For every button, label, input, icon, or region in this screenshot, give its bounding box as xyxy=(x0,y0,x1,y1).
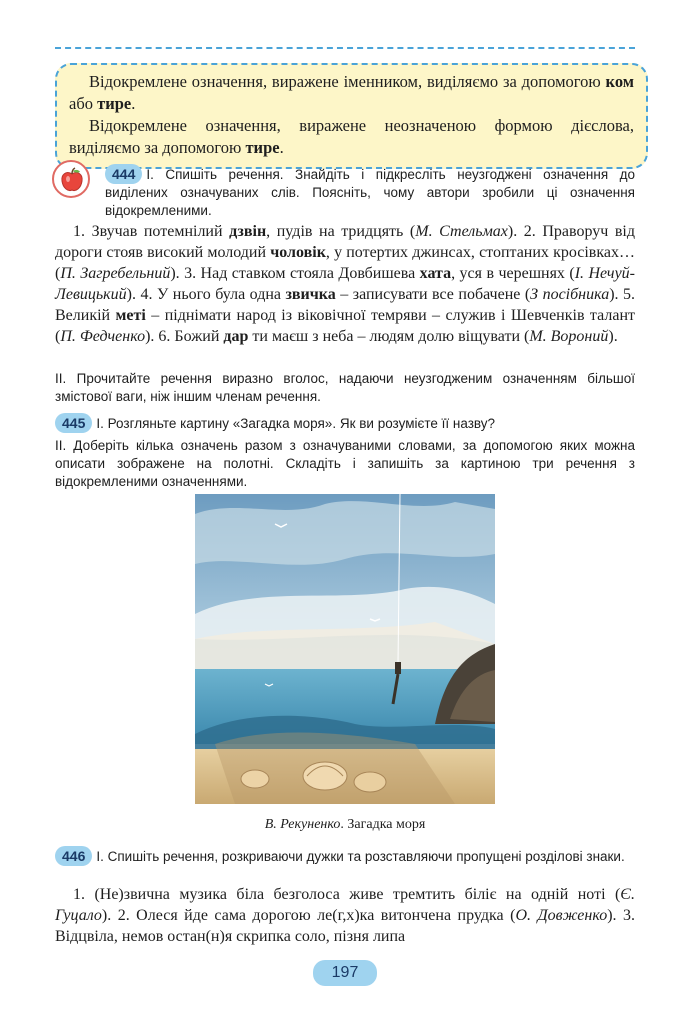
rule-paragraph-1: Відокремлене означення, виражене іменником, виділяємо за допомогою ком або тире. xyxy=(69,72,634,113)
exercise-445-number: 445 xyxy=(55,413,92,433)
exercise-444-number: 444 xyxy=(105,164,142,184)
exercise-446-number: 446 xyxy=(55,846,92,866)
painting-caption: В. Рекуненко. Загадка моря xyxy=(264,817,426,832)
exercise-444-task-2: II. Прочитайте речення виразно вголос, надаючи неузгодженим означенням більшої змістової ваги, ніж іншим членам речення. xyxy=(55,371,635,404)
exercise-446-sentences: 1. (Не)звична музика біла безголоса живе тремтить біліє на одній ноті (Є. Гуцало). 2. Олеся йде сама дорогою ле(г,х)ка витончена прудка (О. Довженко). 3. Відцвіла, немов остан(н)я скрипка соло, пізня липа xyxy=(55,886,636,945)
exercise-444-sentences: 1. Звучав потемнілий дзвін, пудів на тридцять (М. Стельмах). 2. Праворуч від дороги стояв високий молодий чоловік, у потертих джинсах, стоптаних кросівках… (П. Загребельний). 3. Над ставком стояла Довбишева хата, уся в черешнях (І. Нечуй-Левицький). 4. У нього була одна звичка – записувати все побачене (З посібника). 5. Великій меті – піднімати народ із віковічної темряви – служив і Шевченків талант (П. Федченко). 6. Божий дар ти маєш з неба – людям долю віщувати (М. Вороний). xyxy=(55,223,636,345)
exercise-445-task-2: II. Доберіть кілька означень разом з означуваними словами, за допомогою яких можна описати зображене на полотні. Складіть і запишіть за картиною три речення з відокремленими означеннями. xyxy=(55,438,635,489)
exercise-444-task-1: 444 I. Спишіть речення. Знайдіть і підкресліть неузгоджені означення до виділених означуваних слів. Поясніть, чому автори зробили ці означення відокремленими. xyxy=(105,166,635,218)
rule-paragraph-2: Відокремлене означення, виражене неозначеною формою дієслова, виділяємо за допомогою тире. xyxy=(69,116,634,157)
exercise-446-task-1: 446 I. Спишіть речення, розкриваючи дужки та розставляючи пропущені розділові знаки. xyxy=(55,846,635,866)
exercise-445-task-1: 445 I. Розгляньте картину «Загадка моря». Як ви розумієте її назву? xyxy=(55,413,635,433)
page-number: 197 xyxy=(313,960,377,986)
rule-box xyxy=(55,63,648,169)
top-dashed-rule xyxy=(55,47,635,49)
apple-icon xyxy=(52,160,90,198)
painting-image xyxy=(195,494,495,804)
